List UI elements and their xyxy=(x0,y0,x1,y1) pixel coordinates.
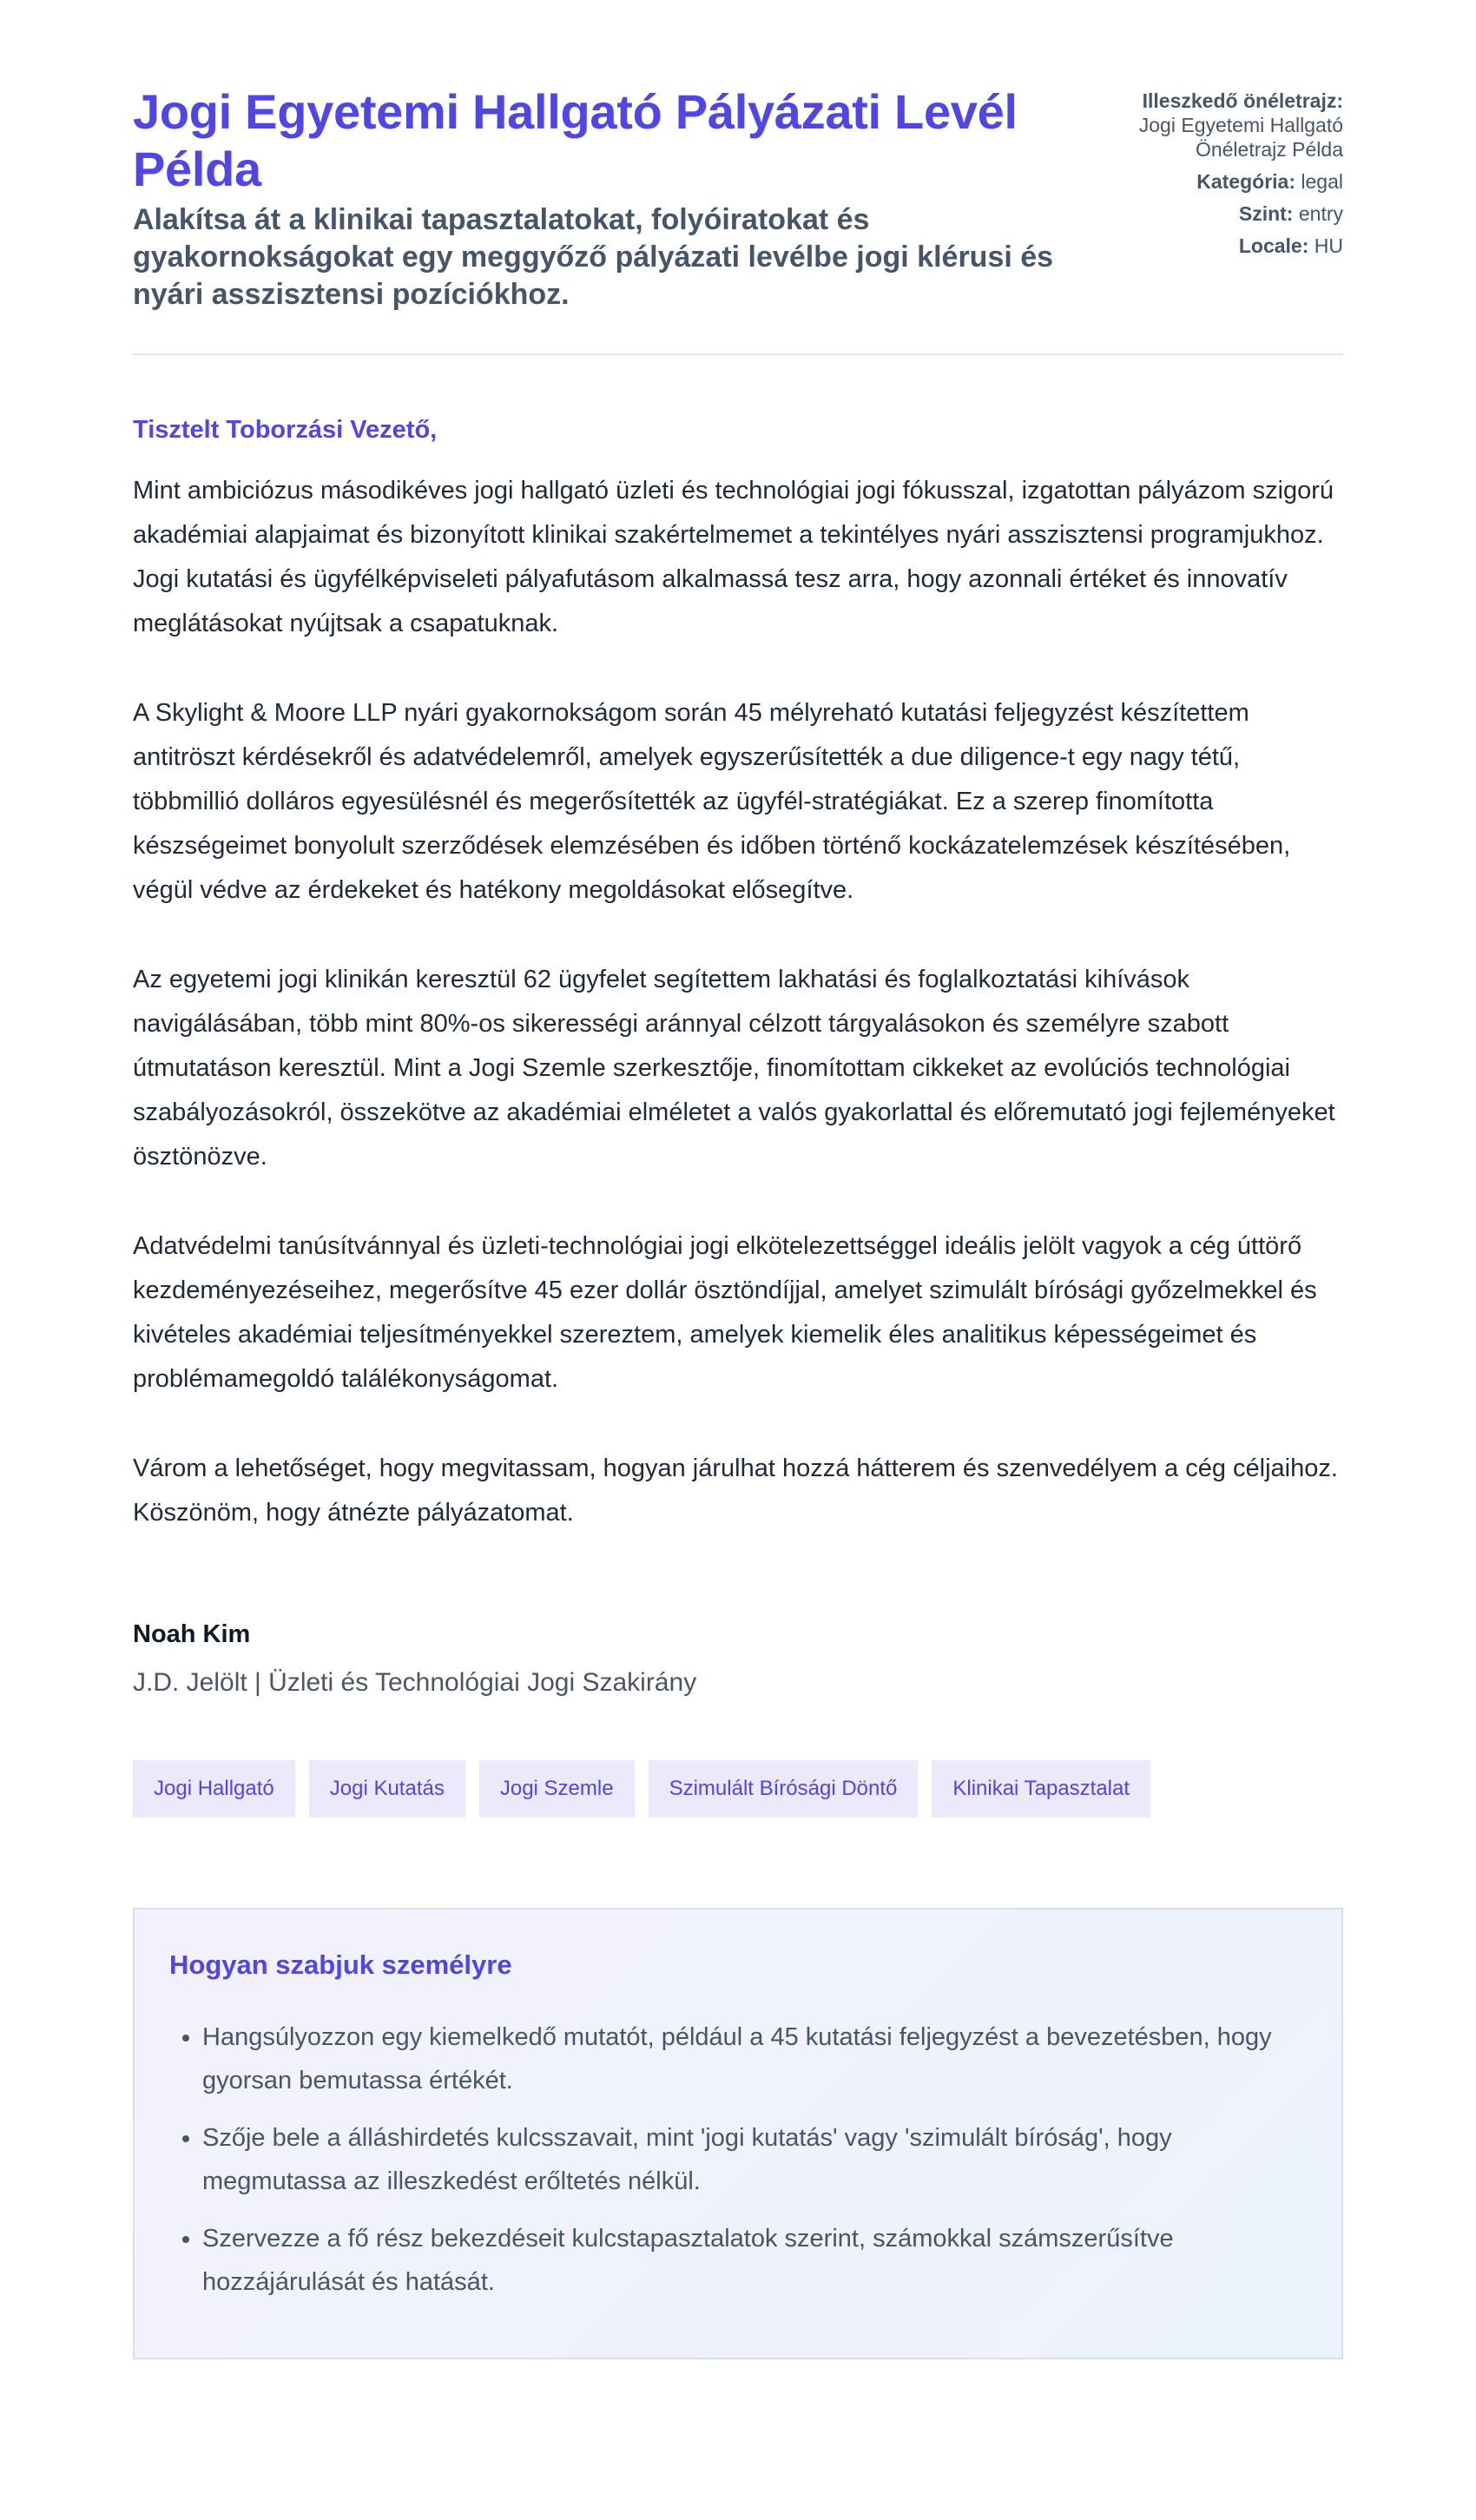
letter-paragraph: Adatvédelmi tanúsítvánnyal és üzleti-technológiai jogi elkötelezettséggel ideális jelölt vagyok a cég úttörő kezdeményezéseihez, megerősítve 45 ezer dollár ösztöndíjjal, amelyet szimulált bírósági győzelmekkel és kivételes akadémiai teljesítményekkel szereztem, amelyek kiemelik éles analitikus képességeimet és problémamegoldó találékonyságomat. xyxy=(133,1232,1317,1393)
page-title: Jogi Egyetemi Hallgató Pályázati Levél Példa xyxy=(133,84,1018,196)
tips-item: • Hangsúlyozzon egy kiemelkedő mutatót, például a 45 kutatási feljegyzést a bevezetésben, hogy gyorsan bemutassa értékét. xyxy=(202,2015,1307,2102)
meta-level xyxy=(1117,201,1343,226)
page-subtitle: Alakítsa át a klinikai tapasztalatokat, folyóiratokat és gyakornokságokat egy meggyőző pályázati levélbe jogi klérusi és nyári asszisztensi pozíciókhoz. xyxy=(133,203,1054,311)
meta-resume xyxy=(1117,89,1343,162)
meta-category-value: legal xyxy=(1301,170,1343,193)
letter-body xyxy=(133,416,1343,1698)
tag[interactable]: Jogi Szemle xyxy=(479,1760,635,1817)
signature xyxy=(133,1620,1343,1698)
meta-locale xyxy=(1117,234,1343,258)
document-header xyxy=(133,83,1343,355)
tag[interactable]: Szimulált Bírósági Döntő xyxy=(649,1760,919,1817)
tips-list xyxy=(169,2015,1307,2304)
tips-item: • Szője bele a álláshirdetés kulcsszavait, mint 'jogi kutatás' vagy 'szimulált bíróság', hogy megmutassa az illeszkedést erőltetés nélkül. xyxy=(202,2116,1307,2203)
customization-tips-box xyxy=(133,1908,1343,2359)
meta-panel xyxy=(1117,83,1343,266)
meta-resume-label: Illeszkedő önéletrajz: xyxy=(1142,89,1343,112)
meta-locale-label: Locale: xyxy=(1238,234,1309,257)
signature-name: Noah Kim xyxy=(133,1620,251,1648)
meta-category-label: Kategória: xyxy=(1196,170,1295,193)
meta-category xyxy=(1117,169,1343,194)
tag[interactable]: Jogi Hallgató xyxy=(133,1760,295,1817)
meta-resume-value: Jogi Egyetemi Hallgató Önéletrajz Példa xyxy=(1138,114,1343,161)
letter-paragraph: Várom a lehetőséget, hogy megvitassam, hogyan járulhat hozzá hátterem és szenvedélyem a cég céljaihoz. Köszönöm, hogy átnézte pályázatomat. xyxy=(133,1455,1338,1527)
letter-paragraph: Mint ambiciózus másodikéves jogi hallgató üzleti és technológiai jogi fókusszal, izgatottan pályázom szigorú akadémiai alapjaimat és bizonyított klinikai szakértelmemet a tekintélyes nyári asszisztensi programjukhoz. Jogi kutatási és ügyfélképviseleti pályafutásom alkalmassá tesz arra, hogy azonnali értéket és innovatív meglátásokat nyújtsak a csapatuknak. xyxy=(133,477,1334,637)
signature-title: J.D. Jelölt | Üzleti és Technológiai Jogi Szakirány xyxy=(133,1668,697,1697)
meta-level-label: Szint: xyxy=(1238,202,1294,225)
tag-list xyxy=(133,1760,1343,1817)
header-left xyxy=(133,83,1071,313)
tips-title: Hogyan szabjuk személyre xyxy=(169,1949,512,1980)
tag[interactable]: Jogi Kutatás xyxy=(309,1760,465,1817)
meta-level-value: entry xyxy=(1298,202,1343,225)
letter-greeting: Tisztelt Toborzási Vezető, xyxy=(133,416,438,444)
meta-locale-value: HU xyxy=(1314,234,1343,257)
tips-item: • Szervezze a fő rész bekezdéseit kulcstapasztalatok szerint, számokkal számszerűsítve hozzájárulását és hatását. xyxy=(202,2217,1307,2304)
letter-paragraph: A Skylight & Moore LLP nyári gyakornokságom során 45 mélyreható kutatási feljegyzést készítettem antitröszt kérdésekről és adatvédelemről, amelyek egyszerűsítették a due diligence-t egy nagy tétű, többmillió dolláros egyesülésnél és megerősítették az ügyfél-stratégiákat. Ez a szerep finomította készségeimet bonyolult szerződések elemzésében és időben történő kockázatelemzések készítésében, végül védve az érdekeket és hatékony megoldásokat elősegítve. xyxy=(133,699,1291,904)
tag[interactable]: Klinikai Tapasztalat xyxy=(932,1760,1150,1817)
letter-paragraph: Az egyetemi jogi klinikán keresztül 62 ügyfelet segítettem lakhatási és foglalkoztatási kihívások navigálásában, több mint 80%-os sikerességi aránnyal célzott tárgyalásokon és személyre szabott útmutatáson keresztül. Mint a Jogi Szemle szerkesztője, finomítottam cikkeket az evolúciós technológiai szabályozásokról, összekötve az akadémiai elméletet a valós gyakorlattal és előremutató jogi fejleményeket ösztönözve. xyxy=(133,966,1335,1171)
